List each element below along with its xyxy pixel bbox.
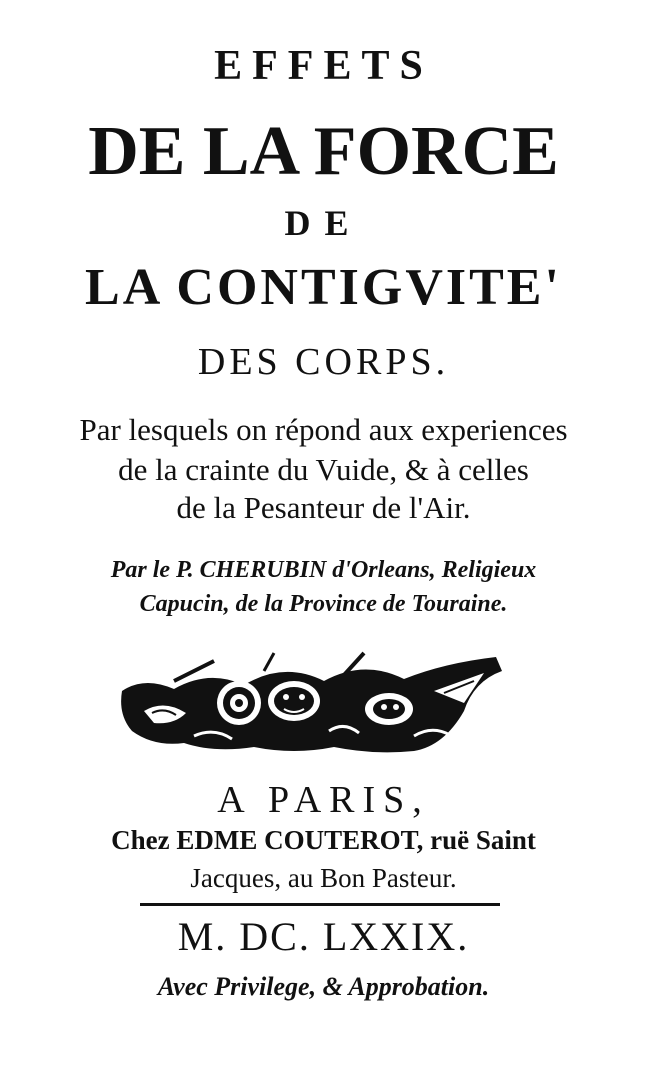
author-line-1: Par le P. CHERUBIN d'Orleans, Religieux <box>110 557 537 583</box>
title-line-1: EFFETS <box>214 43 433 89</box>
title-line-2: DE LA FORCE <box>88 113 559 190</box>
author-line-2: Capucin, de la Province de Touraine. <box>139 591 508 617</box>
printer-ornament-icon <box>114 651 504 756</box>
subtitle-line-2: de la crainte du Vuide, & à celles <box>118 452 529 487</box>
title-line-4: LA CONTIGVITE' <box>85 259 562 316</box>
place: A PARIS, <box>217 779 430 821</box>
horizontal-rule <box>140 903 500 906</box>
subtitle-line-1: Par lesquels on répond aux experiences <box>79 412 568 447</box>
subtitle-line-3: de la Pesanteur de l'Air. <box>176 490 471 525</box>
privilege-note: Avec Privilege, & Approbation. <box>157 972 490 1001</box>
publication-date: M. DC. LXXIX. <box>177 914 470 959</box>
publisher-line-2: Jacques, au Bon Pasteur. <box>190 863 457 893</box>
title-line-5: DES CORPS. <box>197 341 450 383</box>
title-line-3: DE <box>284 203 363 243</box>
publisher-line-1: Chez EDME COUTEROT, ruë Saint <box>111 825 536 855</box>
